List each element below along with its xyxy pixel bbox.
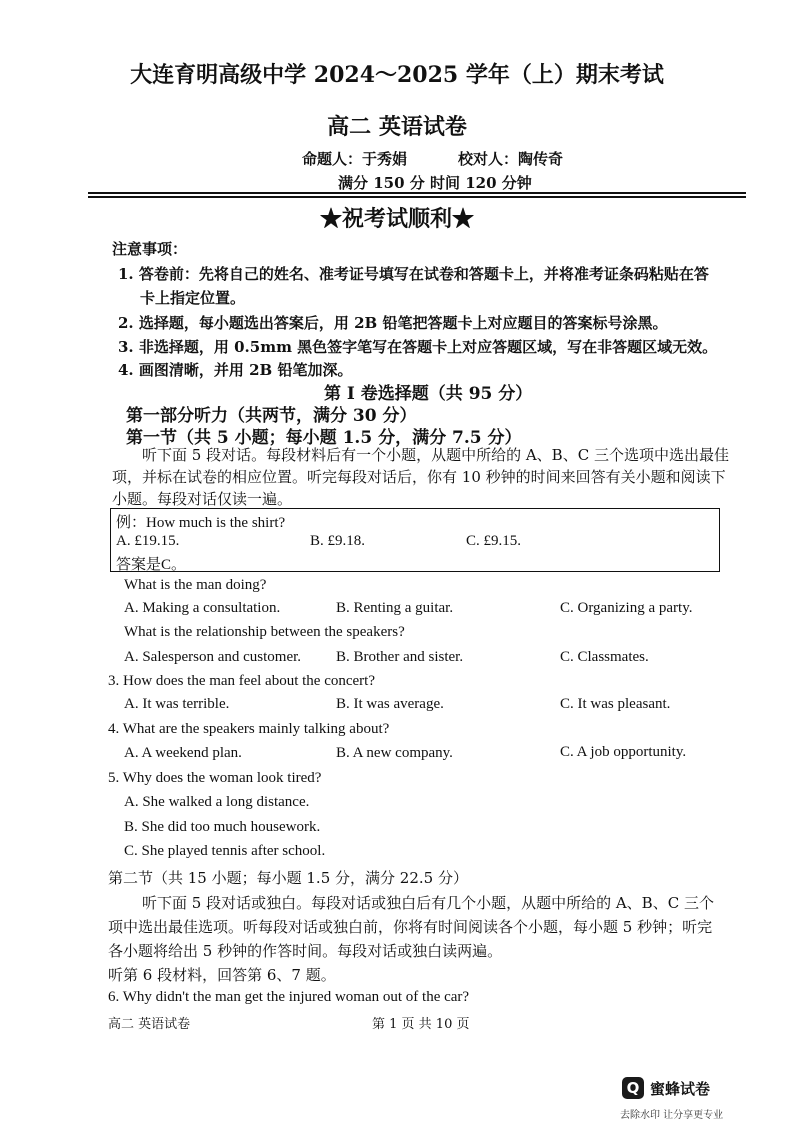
material-6-label: 听第 6 段材料，回答第 6、7 题。 [108,966,336,984]
notice-item: 卡上指定位置。 [140,289,246,307]
example-option-a: A. £19.15. [116,533,180,549]
volume-title: 第 I 卷选择题（共 95 分） [324,384,533,404]
watermark-tagline: 去除水印 让分享更专业 [620,1110,724,1121]
setter-credit: 命题人：于秀娟 [302,150,408,168]
example-option-b: B. £9.18. [310,533,366,549]
option-a: A. She walked a long distance. [124,794,310,810]
option-c: C. It was pleasant. [560,696,671,712]
proofreader-credit: 校对人：陶传奇 [458,150,564,168]
option-a: A. Salesperson and customer. [124,649,302,665]
notice-item: 1. 答卷前：先将自己的姓名、准考证号填写在试卷和答题卡上，并将准考证条码粘贴在答 [118,265,709,283]
option-c: C. A job opportunity. [560,744,687,760]
section2-title: 第二节（共 15 小题；每小题 1.5 分，满分 22.5 分） [108,869,468,887]
question-stem: What is the relationship between the speakers? [124,624,405,640]
example-question: 例：How much is the shirt? [116,515,286,531]
example-option-c: C. £9.15. [466,533,522,549]
score-and-time: 满分 150 分 时间 120 分钟 [338,174,532,192]
footer-course: 高二 英语试卷 [108,1017,191,1032]
question-stem: What is the man doing? [124,577,267,593]
example-answer: 答案是C。 [116,557,187,573]
option-b: B. A new company. [336,745,453,761]
notice-item: 3. 非选择题，用 0.5mm 黑色签字笔写在答题卡上对应答题区域，写在非答题区域无效。 [118,338,718,356]
watermark-logo-icon: Q [622,1077,644,1099]
section2-instructions: 各小题将给出 5 秒钟的作答时间。每段对话或独白读两遍。 [108,942,503,960]
exam-title: 大连育明高级中学 2024～2025 学年（上）期末考试 [130,62,664,88]
option-c: C. Classmates. [560,649,649,665]
question-stem: 3. How does the man feel about the concert? [108,673,375,689]
option-a: A. It was terrible. [124,696,230,712]
option-c: C. She played tennis after school. [124,843,326,859]
option-c: C. Organizing a party. [560,600,693,616]
notice-item: 2. 选择题，每小题选出答案后，用 2B 铅笔把答题卡上对应题目的答案标号涂黑。 [118,314,668,332]
watermark-name: 蜜蜂试卷 [650,1080,711,1098]
part-title: 第一部分听力（共两节，满分 30 分） [126,406,417,426]
option-b: B. Brother and sister. [336,649,464,665]
notice-item: 4. 画图清晰，并用 2B 铅笔加深。 [118,361,353,379]
section1-instructions: 项，并标在试卷的相应位置。听完每段对话后，你有 10 秒钟的时间来回答有关小题和阅读下 [112,468,726,486]
exam-subtitle: 高二 英语试卷 [327,114,467,140]
section2-instructions: 听下面 5 段对话或独白。每段对话或独白后有几个小题，从题中所给的 A、B、C 三个 [142,894,714,912]
option-b: B. It was average. [336,696,444,712]
header-rule-bottom [88,196,746,198]
option-a: A. A weekend plan. [124,745,242,761]
section1-instructions: 小题。每段对话仅读一遍。 [112,490,293,508]
option-a: A. Making a consultation. [124,600,281,616]
option-b: B. Renting a guitar. [336,600,454,616]
notice-heading: 注意事项： [112,240,188,258]
question-stem: 4. What are the speakers mainly talking about? [108,721,390,737]
section2-instructions: 项中选出最佳选项。听每段对话或独白前，你将有时间阅读各个小题，每小题 5 秒钟；听完 [108,918,713,936]
question-stem: 6. Why didn't the man get the injured woman out of the car? [108,989,470,1005]
page-number: 第 1 页 共 10 页 [372,1017,470,1032]
header-rule-top [88,192,746,194]
section1-title: 第一节（共 5 小题；每小题 1.5 分，满分 7.5 分） [126,428,522,448]
section1-instructions: 听下面 5 段对话。每段材料后有一个小题，从题中所给的 A、B、C 三个选项中选出最佳 [142,446,729,464]
option-b: B. She did too much housework. [124,819,321,835]
good-luck-wish: ★祝考试顺利★ [319,206,474,232]
question-stem: 5. Why does the woman look tired? [108,770,322,786]
